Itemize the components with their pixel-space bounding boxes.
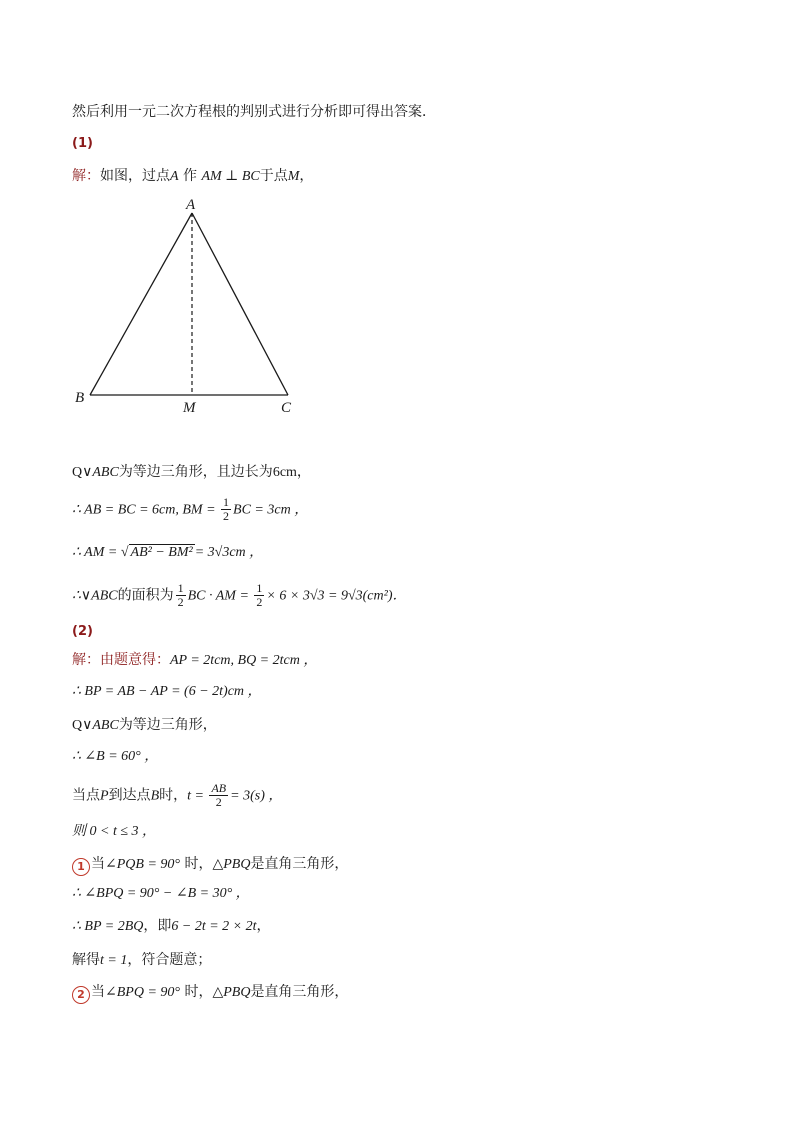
label-b: B — [75, 390, 85, 406]
c1-angle: ∠PQB = 90° — [105, 857, 180, 872]
p2-l5-c: 时， — [159, 787, 188, 804]
step-ab-expr: ∴ AB = BC = 6cm, BM = — [72, 502, 220, 518]
fraction-half: $\frac{1}{2}$ — [223, 495, 230, 523]
case-2-marker: 2 — [72, 986, 90, 1004]
c2-tri: PBQ — [223, 985, 251, 1000]
part-2-line-10 — [72, 950, 211, 971]
part-2-line-9 — [72, 916, 271, 937]
part-2-line-5 — [72, 782, 282, 809]
label-m: M — [183, 400, 196, 416]
part-2-line-4: ∴ ∠B = 60° ， — [72, 749, 159, 764]
part-2-line-6: 则 0 < t ≤ 3 ， — [72, 824, 157, 839]
part-2-line-8: ∴ ∠BPQ = 90° − ∠B = 30° ， — [72, 886, 250, 901]
p2-l3-text: 为等边三角形， — [118, 717, 217, 733]
part-1-label: (1) — [72, 136, 93, 151]
fraction-half-area: $\frac{1}{2}$ — [177, 581, 184, 609]
part-2-line-3 — [72, 715, 217, 736]
sqrt-symbol: √ — [120, 545, 129, 560]
c1-a: 当 — [91, 856, 105, 872]
label-a: A — [186, 197, 196, 213]
part-2-line-2: ∴ BP = AB − AP = (6 − 2t)cm ， — [72, 684, 262, 699]
step-ab-tail: BC = 3cm ， — [233, 502, 309, 518]
p2-l5-b: 到达点 — [108, 787, 151, 804]
given-length: 6cm — [272, 465, 297, 480]
given-triangle: ABC — [92, 465, 119, 480]
case-1-marker: 1 — [72, 858, 90, 876]
p2-l10-a: 解得 — [72, 952, 100, 968]
p2-l10-c: ，符合题意； — [127, 952, 212, 968]
p2-l1-math: AP = 2tcm, BQ = 2tcm ， — [170, 653, 318, 668]
step-area-prefix: ∴∨ABC — [72, 588, 118, 604]
construction-text: 如图，过点 — [100, 168, 170, 184]
p2-l9-d: ， — [256, 918, 271, 934]
given-line — [72, 462, 311, 483]
c1-b: 时，△ — [180, 856, 224, 872]
step-am-prefix: ∴ AM = — [72, 545, 121, 560]
side-ab — [90, 213, 192, 395]
c2-a: 当 — [91, 984, 105, 1000]
given-text: 为等边三角形，且边长为 — [118, 464, 273, 480]
c1-tri: PBQ — [223, 857, 251, 872]
case-2-line — [72, 982, 348, 1004]
perp-expr: AM ⊥ BC — [201, 169, 260, 184]
label-c: C — [281, 400, 292, 416]
c2-c: 是直角三角形， — [250, 984, 349, 1000]
fraction-half-area-2: $\frac{1}{2}$ — [256, 581, 263, 609]
c2-angle: ∠BPQ = 90° — [105, 985, 180, 1000]
point-m: M — [287, 169, 300, 184]
step-area-text: 的面积为 — [117, 587, 174, 604]
end-punct: ， — [299, 168, 314, 184]
p2-solution-prefix: 解：由题意得： — [72, 652, 170, 668]
p2-l5-t: t = — [187, 788, 208, 804]
p2-l5-bpt: B — [150, 788, 160, 804]
c2-b: 时，△ — [180, 984, 224, 1000]
step-am-line — [72, 542, 263, 563]
step-ab-line — [72, 496, 308, 523]
step-area-line — [72, 582, 406, 609]
p2-l9-a: ∴ BP = 2BQ — [72, 919, 144, 934]
p2-l9-c: 6 − 2t = 2 × 2t — [171, 919, 257, 934]
p2-l10-b: t = 1 — [100, 953, 128, 968]
point-a: A — [170, 169, 179, 184]
intro-text: 然后利用一元二次方程根的判别式进行分析即可得出答案． — [72, 104, 436, 120]
p2-l5-p: P — [100, 788, 109, 804]
p2-l3-triangle: ABC — [92, 718, 119, 733]
step-area-tail: × 6 × 3√3 = 9√3(cm²)． — [266, 588, 407, 604]
fraction-ab-over-2: $\frac{AB}{2}$ — [211, 781, 227, 809]
part-2-label: (2) — [72, 624, 93, 639]
c1-c: 是直角三角形， — [250, 856, 349, 872]
p2-l5-a: 当点 — [72, 787, 100, 804]
p2-because-symbol: Q∨ — [72, 718, 93, 733]
given-end: ， — [296, 464, 311, 480]
draw-text: 作 — [178, 168, 202, 184]
step-area-mid: BC · AM = — [187, 588, 253, 604]
p2-l9-b: ，即 — [143, 918, 172, 934]
step-am-radicand: AB² − BM² — [130, 545, 193, 560]
step-am-result: = 3√3cm ， — [194, 545, 264, 560]
p2-l5-tail: = 3(s) ， — [230, 788, 283, 804]
part-2-line-1 — [72, 650, 317, 671]
side-ac — [192, 213, 288, 395]
case-1-line — [72, 854, 348, 876]
foot-text: 于点 — [259, 168, 288, 184]
because-symbol: Q∨ — [72, 465, 93, 480]
solution-prefix: 解： — [72, 168, 100, 184]
